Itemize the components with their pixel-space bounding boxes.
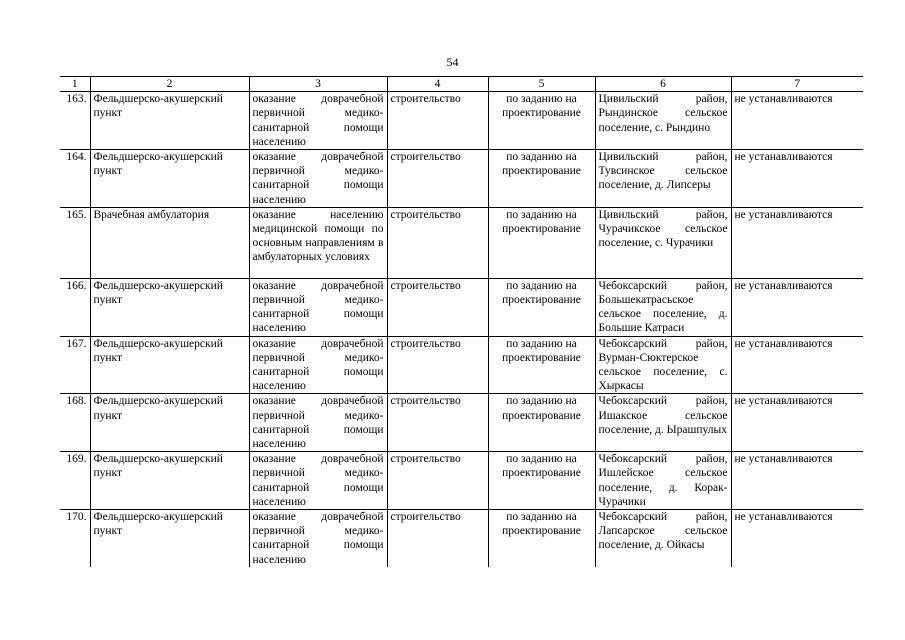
location: Чебоксарский район, Лапсарское сельское поселение, д. Ойкасы — [595, 510, 731, 567]
object-name: Фельдшерско-акушерский пункт — [90, 278, 249, 336]
object-purpose: оказание доврачебной первичной медико-санитарной помощи населению — [249, 394, 387, 452]
table-row — [60, 207, 863, 278]
stage: по заданию на проектирование — [488, 278, 595, 336]
location: Цивильский район, Рындинское сельское поселение, с. Рындино — [595, 92, 731, 150]
table-row — [60, 336, 863, 394]
object-name: Фельдшерско-акушерский пункт — [90, 336, 249, 394]
column-header: 3 — [249, 77, 387, 92]
table-row — [60, 92, 863, 150]
location: Чебоксарский район, Ишлейское сельское поселение, д. Корак-Чурачики — [595, 452, 731, 510]
page-number: 54 — [446, 55, 459, 69]
location: Чебоксарский район, Вурман-Сюктерское сельское поселение, с. Хыркасы — [595, 336, 731, 394]
zones: не устанавливаются — [731, 150, 863, 208]
row-number: 165. — [60, 207, 90, 278]
table-row — [60, 278, 863, 336]
column-header: 2 — [90, 77, 249, 92]
object-purpose: оказание доврачебной первичной медико-санитарной помощи населению — [249, 510, 387, 567]
row-number: 170. — [60, 510, 90, 567]
column-header: 5 — [488, 77, 595, 92]
work-type: строительство — [387, 510, 488, 567]
location: Цивильский район, Чурачикское сельское поселение, с. Чурачики — [595, 207, 731, 278]
object-name: Врачебная амбулатория — [90, 207, 249, 278]
row-number: 166. — [60, 278, 90, 336]
zones: не устанавливаются — [731, 510, 863, 567]
work-type: строительство — [387, 452, 488, 510]
table-header-row — [60, 77, 863, 92]
object-purpose: оказание доврачебной первичной медико-санитарной помощи населению — [249, 150, 387, 208]
object-name: Фельдшерско-акушерский пункт — [90, 510, 249, 567]
work-type: строительство — [387, 207, 488, 278]
row-number: 164. — [60, 150, 90, 208]
location: Чебоксарский район, Ишакское сельское поселение, д. Ырашпулых — [595, 394, 731, 452]
object-purpose: оказание доврачебной первичной медико-санитарной помощи населению — [249, 92, 387, 150]
work-type: строительство — [387, 92, 488, 150]
object-purpose: оказание доврачебной первичной медико-санитарной помощи населению — [249, 336, 387, 394]
table-row — [60, 510, 863, 567]
stage: по заданию на проектирование — [488, 336, 595, 394]
stage: по заданию на проектирование — [488, 150, 595, 208]
column-header: 4 — [387, 77, 488, 92]
column-header: 6 — [595, 77, 731, 92]
stage: по заданию на проектирование — [488, 207, 595, 278]
row-number: 168. — [60, 394, 90, 452]
object-name: Фельдшерско-акушерский пункт — [90, 92, 249, 150]
zones: не устанавливаются — [731, 92, 863, 150]
object-name: Фельдшерско-акушерский пункт — [90, 150, 249, 208]
stage: по заданию на проектирование — [488, 452, 595, 510]
document-table — [60, 76, 863, 567]
work-type: строительство — [387, 150, 488, 208]
stage: по заданию на проектирование — [488, 510, 595, 567]
zones: не устанавливаются — [731, 394, 863, 452]
work-type: строительство — [387, 278, 488, 336]
object-purpose: оказание населению медицинской помощи по основным направлениям в амбулаторных условиях — [249, 207, 387, 278]
stage: по заданию на проектирование — [488, 92, 595, 150]
table-row — [60, 452, 863, 510]
object-purpose: оказание доврачебной первичной медико-санитарной помощи населению — [249, 278, 387, 336]
row-number: 163. — [60, 92, 90, 150]
zones: не устанавливаются — [731, 336, 863, 394]
work-type: строительство — [387, 336, 488, 394]
table-row — [60, 394, 863, 452]
object-purpose: оказание доврачебной первичной медико-санитарной помощи населению — [249, 452, 387, 510]
location: Цивильский район, Тувсинское сельское поселение, д. Липсеры — [595, 150, 731, 208]
zones: не устанавливаются — [731, 207, 863, 278]
column-header: 7 — [731, 77, 863, 92]
stage: по заданию на проектирование — [488, 394, 595, 452]
table-row — [60, 150, 863, 208]
object-name: Фельдшерско-акушерский пункт — [90, 452, 249, 510]
object-name: Фельдшерско-акушерский пункт — [90, 394, 249, 452]
row-number: 167. — [60, 336, 90, 394]
work-type: строительство — [387, 394, 488, 452]
column-header: 1 — [60, 77, 90, 92]
zones: не устанавливаются — [731, 278, 863, 336]
zones: не устанавливаются — [731, 452, 863, 510]
row-number: 169. — [60, 452, 90, 510]
location: Чебоксарский район, Большекатрасьское сельское поселение, д. Большие Катраси — [595, 278, 731, 336]
